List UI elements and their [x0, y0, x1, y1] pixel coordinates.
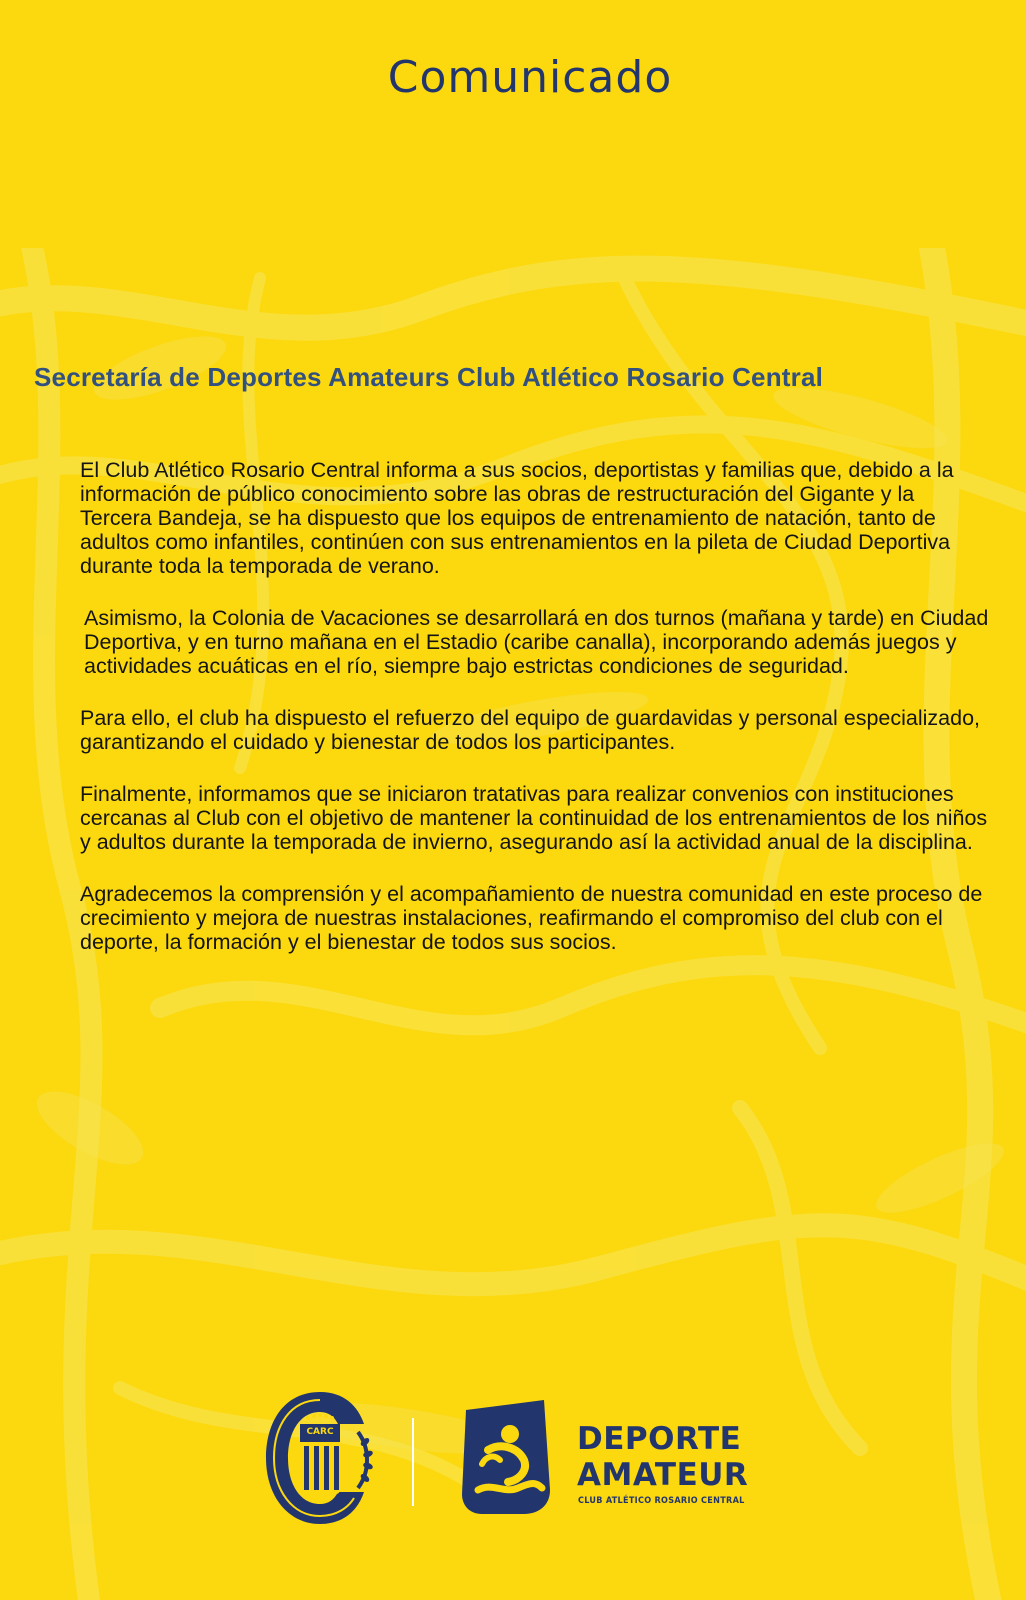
- page-title: Comunicado: [387, 52, 673, 103]
- paragraph: Agradecemos la comprensión y el acompañamiento de nuestra comunidad en este proceso de crecimiento y mejora de nuestras instalaciones, reafirmando el compromiso del club con el deporte, la formación y el bienestar de todos sus socios.: [80, 882, 983, 954]
- footer-logos: [0, 1380, 1026, 1540]
- crest-letters: CARC: [306, 1427, 334, 1437]
- club-crest-logo: [262, 1388, 376, 1528]
- announcement-body: [80, 458, 990, 982]
- paragraph: Para ello, el club ha dispuesto el refuerzo del equipo de guardavidas y personal especializado, garantizando el cuidado y bienestar de todos los participantes.: [80, 706, 980, 754]
- brand-line-1: DEPORTE: [577, 1421, 742, 1457]
- paragraph: El Club Atlético Rosario Central informa a sus socios, deportistas y familias que, debido a la información de público conocimiento sobre las obras de restructuración del Gigante y la Tercera Bandeja, se ha dispuesto que los equipos de entrenamiento de natación, tanto de adultos como infantiles, continúen con sus entrenamientos en la pileta de Ciudad Deportiva durante toda la temporada de verano.: [80, 458, 954, 578]
- logo-divider: [412, 1418, 414, 1506]
- paragraph: Asimismo, la Colonia de Vacaciones se desarrollará en dos turnos (mañana y tarde) en Ciudad Deportiva, y en turno mañana en el Estadio (caribe canalla), incorporando además juegos y actividades acuáticas en el río, siempre bajo estrictas condiciones de seguridad.: [84, 606, 989, 678]
- paragraph: Finalmente, informamos que se iniciaron tratativas para realizar convenios con instituciones cercanas al Club con el objetivo de mantener la continuidad de los entrenamientos de los niños y adultos durante la temporada de invierno, asegurando así la actividad anual de la disciplina.: [80, 782, 988, 854]
- brand-subline: CLUB ATLÉTICO ROSARIO CENTRAL: [578, 1496, 745, 1506]
- document-subtitle: Secretaría de Deportes Amateurs Club Atlético Rosario Central: [34, 362, 824, 392]
- brand-line-2: AMATEUR: [577, 1457, 749, 1493]
- deporte-amateur-emblem: [452, 1390, 558, 1520]
